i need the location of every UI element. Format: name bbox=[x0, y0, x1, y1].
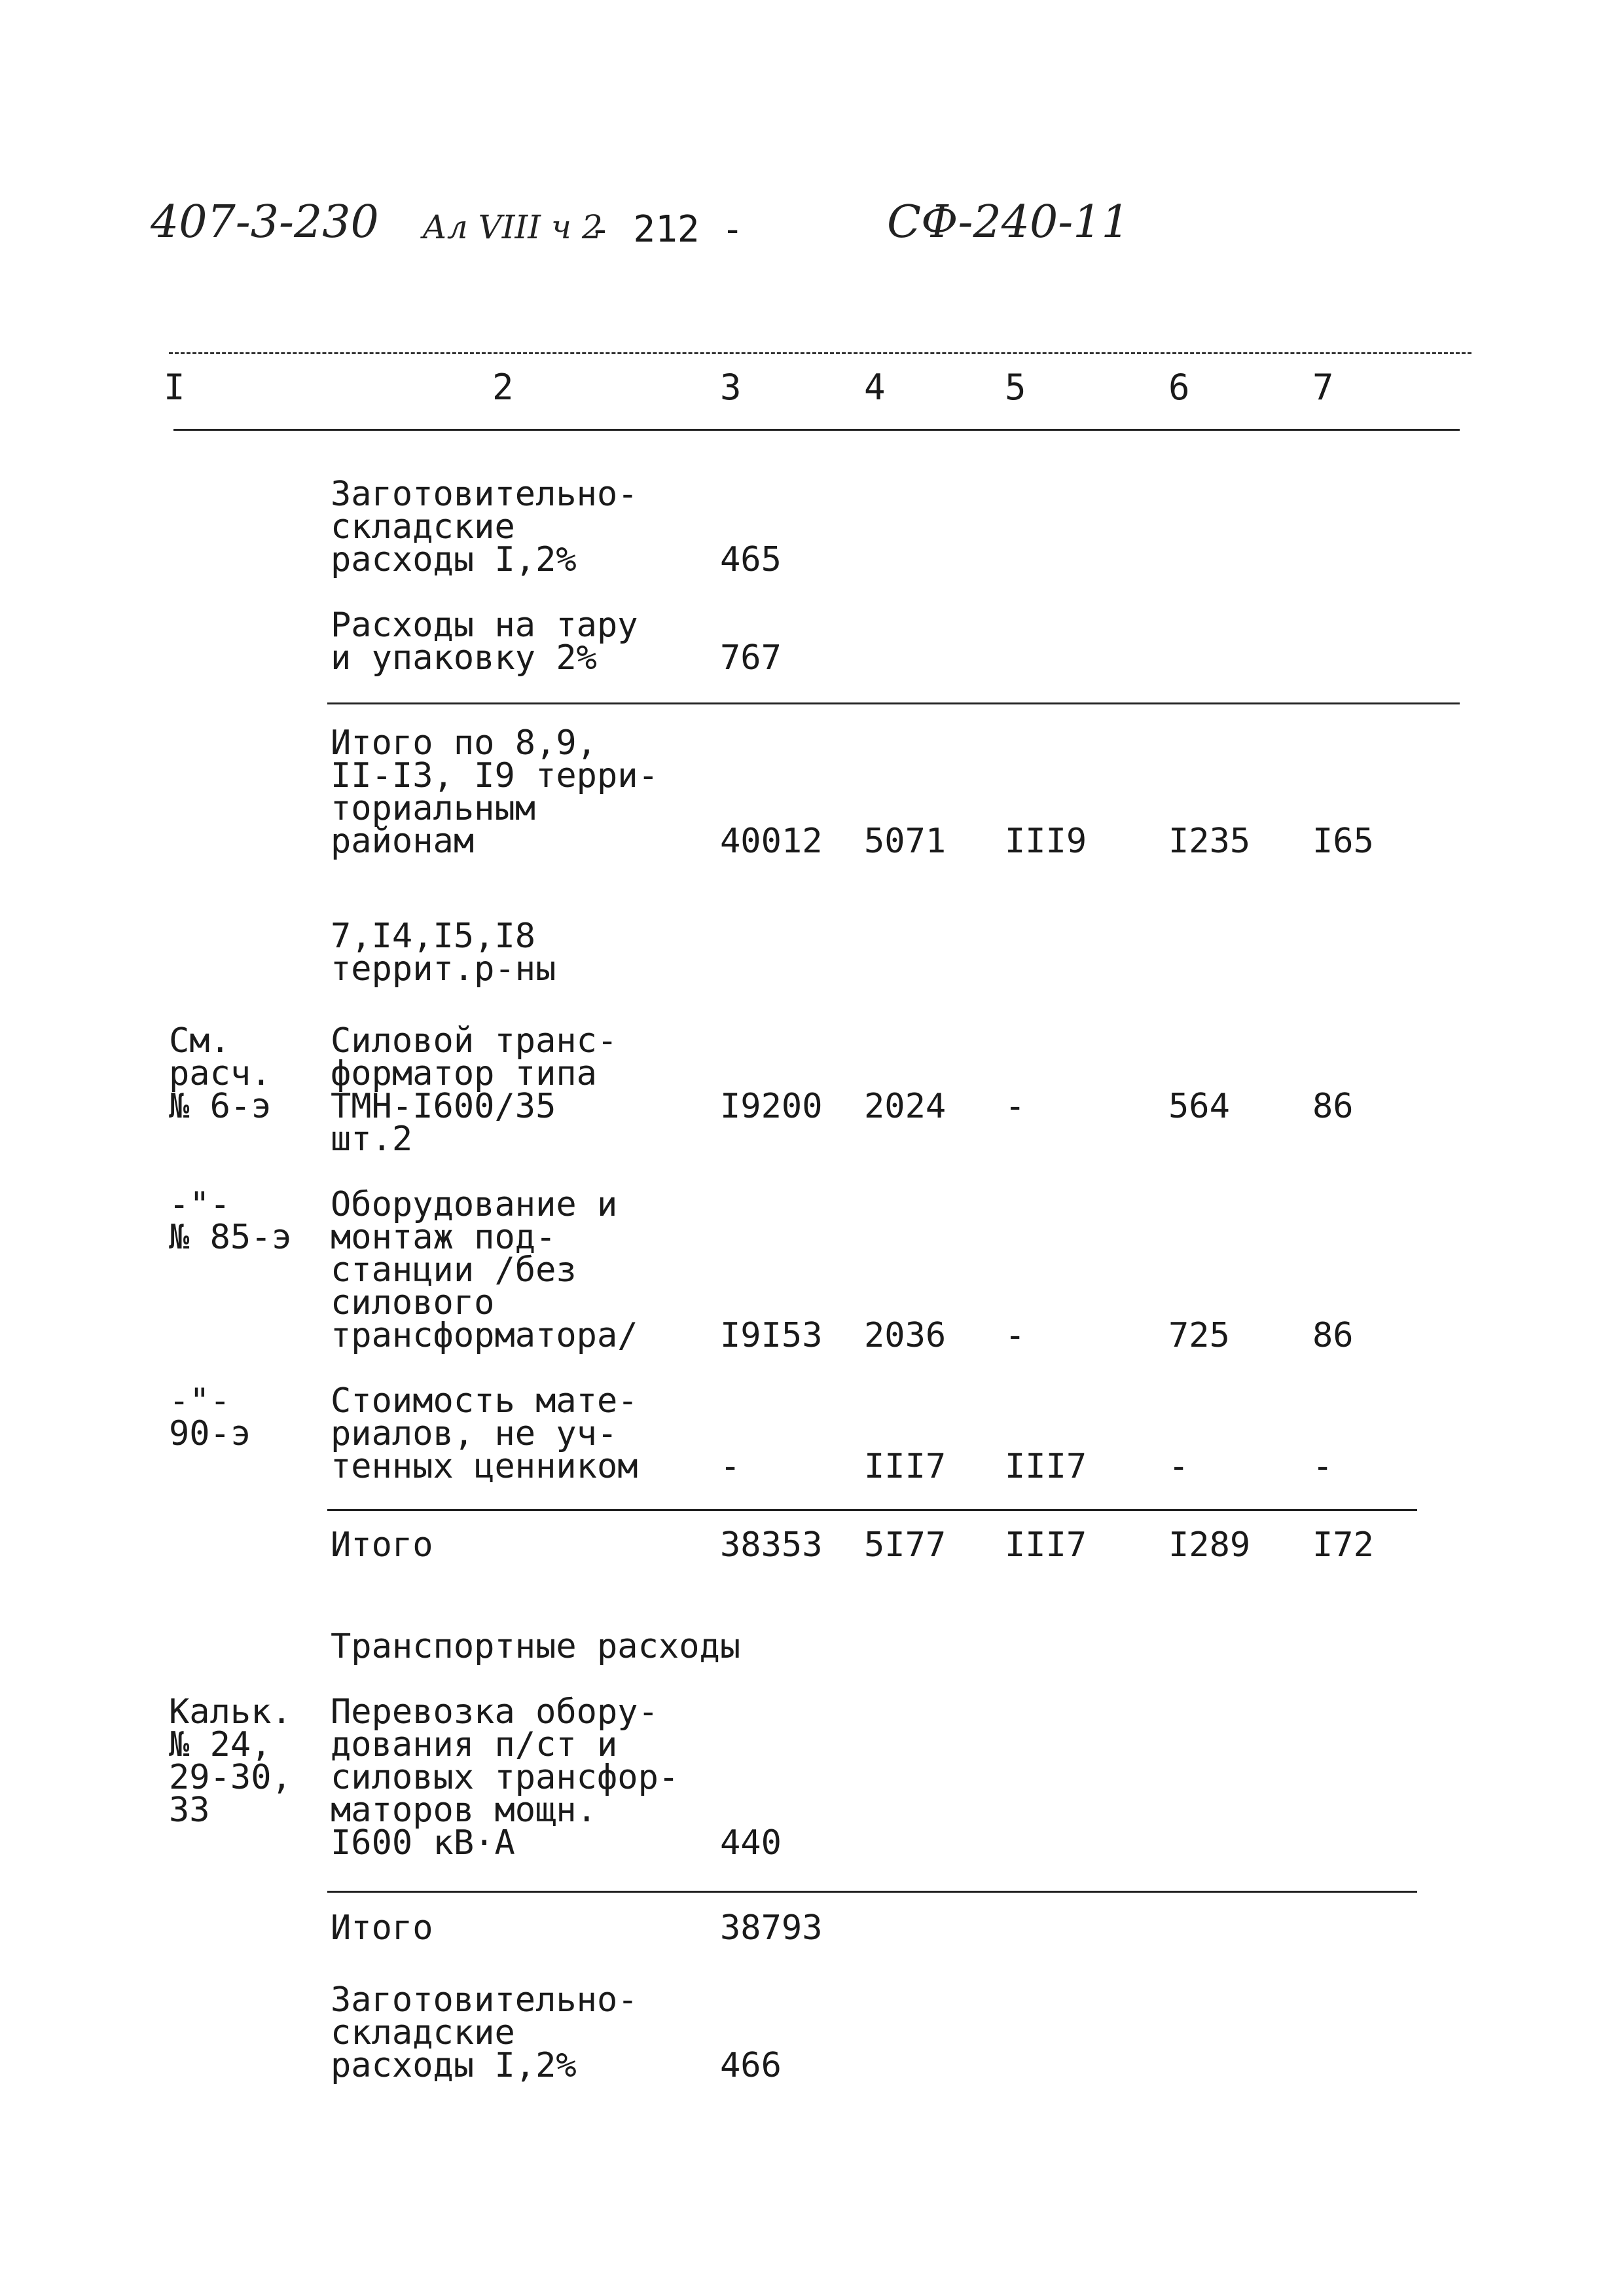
cell-col3: 40012 bbox=[720, 822, 823, 861]
cell-col3: 767 bbox=[720, 638, 782, 678]
column-header-7: 7 bbox=[1312, 367, 1334, 408]
subtotal-rule bbox=[327, 1891, 1417, 1893]
column-header-2: 2 bbox=[492, 367, 514, 408]
subtotal-rule bbox=[327, 1509, 1417, 1511]
row-description: 7,I4,I5,I8 террит.р-ны bbox=[331, 917, 556, 989]
column-header-3: 3 bbox=[720, 367, 742, 408]
cell-col7: - bbox=[1312, 1447, 1333, 1486]
row-reference: -"- № 85-э bbox=[169, 1185, 292, 1257]
cell-col7: 86 bbox=[1312, 1087, 1354, 1126]
top-dashed-rule bbox=[169, 352, 1471, 354]
cell-col3: 38793 bbox=[720, 1908, 823, 1948]
column-header-5: 5 bbox=[1005, 367, 1026, 408]
cell-col4: III7 bbox=[864, 1447, 947, 1486]
cell-col6: I289 bbox=[1168, 1525, 1251, 1565]
row-description: Заготовительно- складские расходы I,2% bbox=[331, 1980, 638, 2085]
row-description: Итого по 8,9, II-I3, I9 терри- ториальным районам bbox=[331, 723, 659, 861]
cell-col3: 440 bbox=[720, 1823, 782, 1863]
subtotal-rule bbox=[327, 702, 1460, 704]
album-reference: Ал VIII ч 2 bbox=[422, 208, 603, 246]
cell-col5: III9 bbox=[1005, 822, 1087, 861]
row-description: Силовой транс- форматор типа ТМН-I600/35 шт.2 bbox=[331, 1021, 618, 1159]
cell-col4: 2036 bbox=[864, 1316, 947, 1355]
cell-col7: I72 bbox=[1312, 1525, 1374, 1565]
cell-col5: III7 bbox=[1005, 1447, 1087, 1486]
cell-col6: 564 bbox=[1168, 1087, 1230, 1126]
document-code: 407-3-230 bbox=[151, 196, 379, 248]
header-rule bbox=[173, 429, 1460, 431]
column-header-6: 6 bbox=[1168, 367, 1190, 408]
cell-col6: I235 bbox=[1168, 822, 1251, 861]
cell-col4: 5071 bbox=[864, 822, 947, 861]
cell-col5: - bbox=[1005, 1087, 1026, 1126]
row-description: Итого bbox=[331, 1908, 433, 1948]
cell-col3: 465 bbox=[720, 540, 782, 579]
cell-col3: I9I53 bbox=[720, 1316, 823, 1355]
row-description: Итого bbox=[331, 1525, 433, 1565]
cell-col3: - bbox=[720, 1447, 741, 1486]
page-number: - 212 - bbox=[589, 208, 744, 251]
row-description: Заготовительно- складские расходы I,2% bbox=[331, 475, 638, 579]
sheet-code: СФ-240-11 bbox=[887, 196, 1130, 248]
cell-col6: 725 bbox=[1168, 1316, 1230, 1355]
cell-col3: 466 bbox=[720, 2046, 782, 2085]
cell-col3: 38353 bbox=[720, 1525, 823, 1565]
row-reference: См. расч. № 6-э bbox=[169, 1021, 272, 1126]
row-reference: -"- 90-э bbox=[169, 1381, 251, 1453]
cell-col4: 5I77 bbox=[864, 1525, 947, 1565]
column-header-1: I bbox=[164, 367, 185, 408]
row-reference: Кальк. № 24, 29-30, 33 bbox=[169, 1692, 292, 1830]
row-description: Расходы на тару и упаковку 2% bbox=[331, 606, 638, 678]
row-description: Транспортные расходы bbox=[331, 1627, 741, 1666]
row-description: Оборудование и монтаж под- станции /без силового трансформатора/ bbox=[331, 1185, 638, 1355]
row-description: Перевозка обору- дования п/ст и силовых трансфор- маторов мощн. I600 кВ·А bbox=[331, 1692, 679, 1863]
cell-col3: I9200 bbox=[720, 1087, 823, 1126]
cell-col6: - bbox=[1168, 1447, 1189, 1486]
cell-col5: III7 bbox=[1005, 1525, 1087, 1565]
cell-col7: I65 bbox=[1312, 822, 1374, 861]
cell-col7: 86 bbox=[1312, 1316, 1354, 1355]
cell-col5: - bbox=[1005, 1316, 1026, 1355]
cell-col4: 2024 bbox=[864, 1087, 947, 1126]
row-description: Стоимость мате- риалов, не уч- тенных ценником bbox=[331, 1381, 638, 1486]
column-header-4: 4 bbox=[864, 367, 886, 408]
